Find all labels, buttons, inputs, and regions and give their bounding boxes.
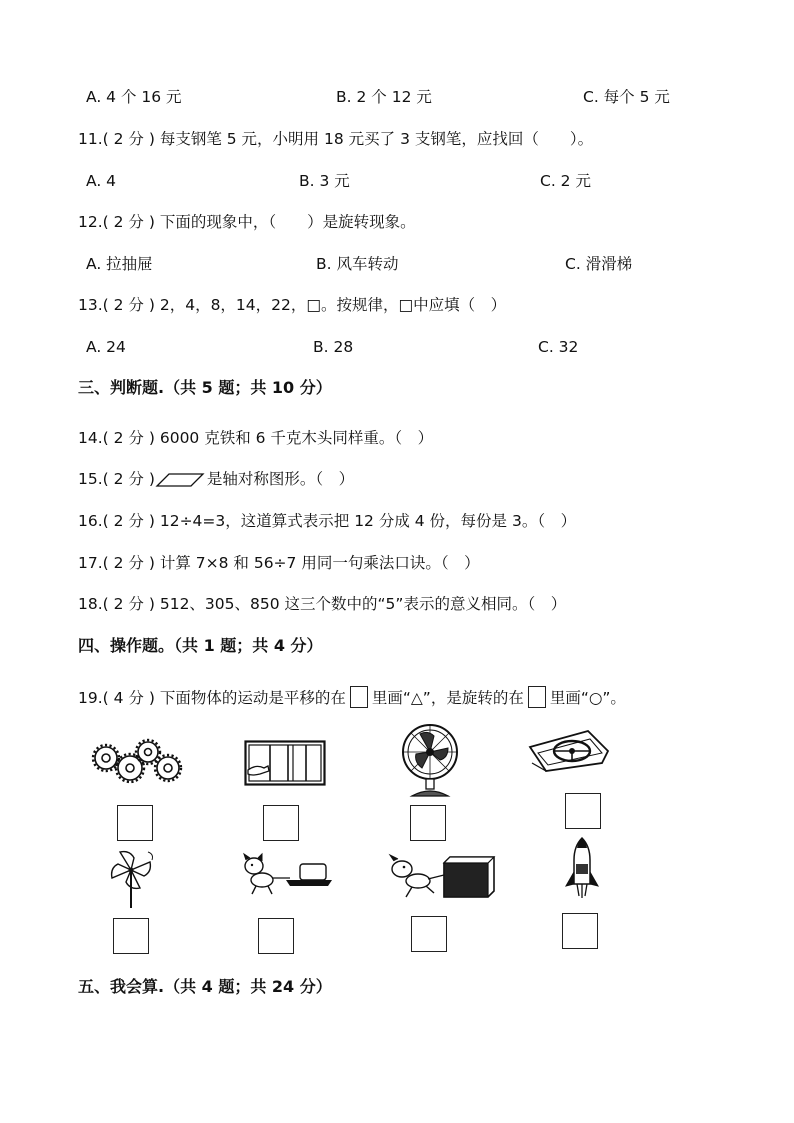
q10-option-c: C. 每个 5 元	[583, 88, 670, 106]
question-text: 下面物体的运动是平移的在	[159, 689, 346, 707]
q11-option-b: B. 3 元	[299, 172, 350, 190]
question-score: ( 2 分 )	[102, 595, 155, 613]
question-number: 16.	[78, 512, 103, 530]
q10-option-b: B. 2 个 12 元	[336, 88, 432, 106]
question-text: 12÷4=3，这道算式表示把 12 分成 4 份，每份是 3。（ ）	[159, 512, 577, 530]
question-score: ( 2 分 )	[102, 512, 155, 530]
q12-option-c: C. 滑滑梯	[565, 255, 633, 273]
question-11	[78, 129, 593, 149]
question-number: 12.	[78, 213, 103, 231]
rocket-icon	[562, 836, 602, 900]
q13-option-c: C. 32	[538, 338, 579, 356]
question-text: 每支钢笔 5 元，小明用 18 元买了 3 支钢笔，应找回（ ）。	[159, 130, 594, 148]
question-text: 里画“○”。	[549, 689, 626, 707]
dog-pushing-box-icon	[384, 853, 496, 901]
answer-box-pinwheel[interactable]	[113, 918, 149, 954]
electric-fan-icon	[398, 722, 462, 798]
section-4-heading: 四、操作题。（共 1 题；共 4 分）	[78, 636, 323, 655]
rotation-legend-box	[528, 686, 546, 708]
question-text: 里画“△”，是旋转的在	[371, 689, 524, 707]
q11-option-c: C. 2 元	[540, 172, 591, 190]
question-text: 计算 7×8 和 56÷7 用同一句乘法口诀。（ ）	[159, 554, 480, 572]
gears-icon	[90, 738, 186, 784]
answer-box-gears[interactable]	[117, 805, 153, 841]
question-19	[78, 686, 626, 708]
question-score: ( 2 分 )	[102, 213, 155, 231]
steering-wheel-icon	[528, 727, 610, 775]
question-text: 512、305、850 这三个数中的“5”表示的意义相同。（ ）	[159, 595, 567, 613]
q10-option-a: A. 4 个 16 元	[86, 88, 182, 106]
question-18	[78, 594, 566, 614]
answer-box-dog-box[interactable]	[411, 916, 447, 952]
question-12	[78, 212, 416, 232]
q12-option-a: A. 拉抽屉	[86, 255, 153, 273]
question-score: ( 2 分 )	[102, 429, 155, 447]
answer-box-window[interactable]	[263, 805, 299, 841]
question-number: 11.	[78, 130, 103, 148]
answer-box-fan[interactable]	[410, 805, 446, 841]
section-3-heading: 三、判断题.（共 5 题；共 10 分）	[78, 378, 332, 397]
question-number: 18.	[78, 595, 103, 613]
question-number: 15.	[78, 470, 103, 488]
question-text: 2，4，8，14，22，□。按规律，□中应填（ ）	[159, 296, 507, 314]
question-15	[78, 469, 354, 489]
question-16	[78, 511, 576, 531]
question-score: ( 2 分 )	[102, 296, 155, 314]
q12-option-b: B. 风车转动	[316, 255, 399, 273]
question-score: ( 2 分 )	[102, 554, 155, 572]
question-text: 6000 克铁和 6 千克木头同样重。（ ）	[159, 429, 434, 447]
question-number: 14.	[78, 429, 103, 447]
question-text: 是轴对称图形。（ ）	[206, 470, 355, 488]
question-score: ( 4 分 )	[102, 689, 155, 707]
question-17	[78, 553, 480, 573]
answer-box-steering-wheel[interactable]	[565, 793, 601, 829]
question-number: 17.	[78, 554, 103, 572]
answer-box-dog-cart[interactable]	[258, 918, 294, 954]
sliding-window-icon	[244, 740, 326, 786]
question-number: 19.	[78, 689, 103, 707]
question-text: 下面的现象中，（ ）是旋转现象。	[159, 213, 416, 231]
section-5-heading: 五、我会算.（共 4 题；共 24 分）	[78, 977, 332, 996]
question-number: 13.	[78, 296, 103, 314]
answer-box-rocket[interactable]	[562, 913, 598, 949]
pinwheel-icon	[106, 848, 160, 910]
q13-option-b: B. 28	[313, 338, 354, 356]
question-14	[78, 428, 433, 448]
question-13	[78, 295, 506, 315]
question-score: ( 2 分 )	[102, 470, 155, 488]
translation-legend-box	[350, 686, 368, 708]
dog-pulling-cart-icon	[238, 852, 334, 896]
parallelogram-icon	[155, 472, 205, 488]
q11-option-a: A. 4	[86, 172, 117, 190]
question-score: ( 2 分 )	[102, 130, 155, 148]
q13-option-a: A. 24	[86, 338, 126, 356]
